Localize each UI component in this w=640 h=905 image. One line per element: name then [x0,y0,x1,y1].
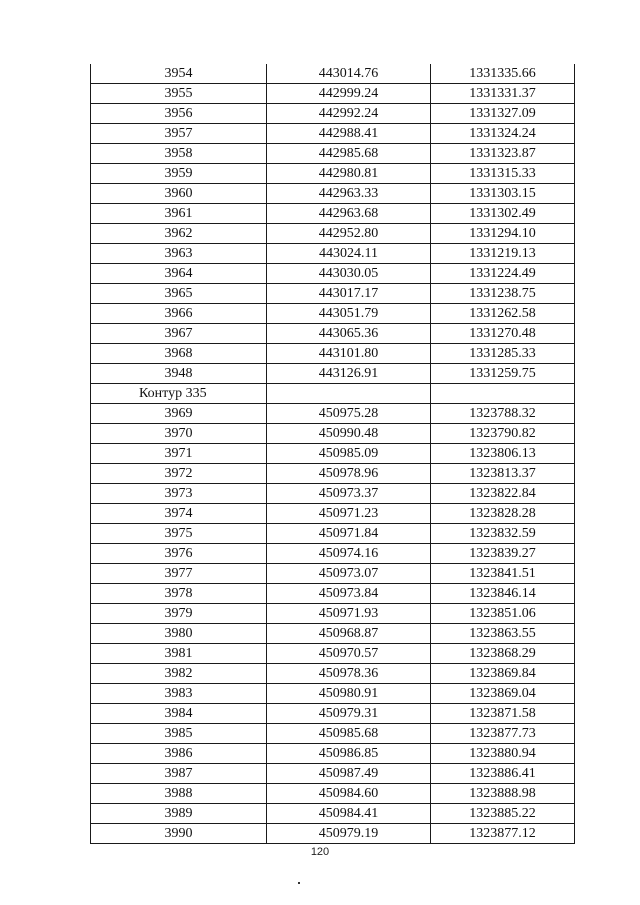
point-id-cell: 3985 [91,724,267,744]
y-coordinate-cell: 1331323.87 [431,144,575,164]
point-id-cell: 3981 [91,644,267,664]
x-coordinate-cell: 450973.37 [267,484,431,504]
y-coordinate-cell: 1323877.12 [431,824,575,844]
table-row [91,664,575,684]
point-id-cell: 3989 [91,804,267,824]
y-coordinate-cell: 1331331.37 [431,84,575,104]
y-coordinate-cell: 1331315.33 [431,164,575,184]
x-coordinate-cell: 450978.36 [267,664,431,684]
table-row [91,784,575,804]
x-coordinate-cell: 442980.81 [267,164,431,184]
x-coordinate-cell: 442992.24 [267,104,431,124]
x-coordinate-cell: 443030.05 [267,264,431,284]
point-id-cell: 3973 [91,484,267,504]
y-coordinate-cell: 1323790.82 [431,424,575,444]
table-row [91,324,575,344]
x-coordinate-cell: 443101.80 [267,344,431,364]
y-coordinate-cell: 1331219.13 [431,244,575,264]
x-coordinate-cell: 443051.79 [267,304,431,324]
y-coordinate-cell: 1323851.06 [431,604,575,624]
point-id-cell: 3976 [91,544,267,564]
table-row [91,204,575,224]
point-id-cell: 3974 [91,504,267,524]
point-id-cell: 3965 [91,284,267,304]
x-coordinate-cell: 450970.57 [267,644,431,664]
point-id-cell: 3963 [91,244,267,264]
x-coordinate-cell: 450990.48 [267,424,431,444]
x-coordinate-cell: 450975.28 [267,404,431,424]
x-coordinate-cell: 450979.31 [267,704,431,724]
table-row [91,144,575,164]
table-row [91,404,575,424]
y-coordinate-cell: 1323869.84 [431,664,575,684]
table-row [91,164,575,184]
point-id-cell: 3972 [91,464,267,484]
section-row [91,384,575,404]
table-row [91,444,575,464]
y-coordinate-cell: 1323888.98 [431,784,575,804]
y-coordinate-cell: 1323828.28 [431,504,575,524]
x-coordinate-cell: 450978.96 [267,464,431,484]
x-coordinate-cell: 450984.60 [267,784,431,804]
x-coordinate-cell: 450968.87 [267,624,431,644]
point-id-cell: 3954 [91,64,267,84]
table-row [91,284,575,304]
x-coordinate-cell: 450985.09 [267,444,431,464]
point-id-cell: 3955 [91,84,267,104]
point-id-cell: 3988 [91,784,267,804]
x-coordinate-cell: 442963.33 [267,184,431,204]
table-row [91,704,575,724]
point-id-cell: 3948 [91,364,267,384]
page-mark [298,882,300,884]
y-coordinate-cell: 1331238.75 [431,284,575,304]
x-coordinate-cell: 443065.36 [267,324,431,344]
y-coordinate-cell: 1323863.55 [431,624,575,644]
x-coordinate-cell: 450984.41 [267,804,431,824]
table-row [91,184,575,204]
y-coordinate-cell: 1323880.94 [431,744,575,764]
y-coordinate-cell: 1323813.37 [431,464,575,484]
table-row [91,124,575,144]
section-x-cell [267,384,431,404]
table-row [91,504,575,524]
table-row [91,484,575,504]
x-coordinate-cell: 442963.68 [267,204,431,224]
table-row [91,64,575,84]
point-id-cell: 3984 [91,704,267,724]
table-row [91,744,575,764]
point-id-cell: 3970 [91,424,267,444]
x-coordinate-cell: 442952.80 [267,224,431,244]
x-coordinate-cell: 450987.49 [267,764,431,784]
coordinates-table [90,64,575,844]
point-id-cell: 3983 [91,684,267,704]
table-row [91,424,575,444]
x-coordinate-cell: 443017.17 [267,284,431,304]
table-row [91,464,575,484]
y-coordinate-cell: 1331335.66 [431,64,575,84]
x-coordinate-cell: 450985.68 [267,724,431,744]
table-row [91,104,575,124]
table-row [91,564,575,584]
x-coordinate-cell: 450971.93 [267,604,431,624]
x-coordinate-cell: 450973.84 [267,584,431,604]
y-coordinate-cell: 1323885.22 [431,804,575,824]
point-id-cell: 3971 [91,444,267,464]
coordinates-table-body [91,64,575,844]
y-coordinate-cell: 1323822.84 [431,484,575,504]
point-id-cell: 3961 [91,204,267,224]
point-id-cell: 3986 [91,744,267,764]
y-coordinate-cell: 1331294.10 [431,224,575,244]
x-coordinate-cell: 443024.11 [267,244,431,264]
table-row [91,684,575,704]
page-number: 120 [310,846,330,858]
x-coordinate-cell: 442999.24 [267,84,431,104]
table-row [91,584,575,604]
point-id-cell: 3968 [91,344,267,364]
y-coordinate-cell: 1323841.51 [431,564,575,584]
table-row [91,544,575,564]
table-row [91,84,575,104]
y-coordinate-cell: 1323869.04 [431,684,575,704]
point-id-cell: 3966 [91,304,267,324]
section-label: Контур 335 [91,384,267,404]
point-id-cell: 3975 [91,524,267,544]
table-row [91,644,575,664]
point-id-cell: 3964 [91,264,267,284]
y-coordinate-cell: 1331259.75 [431,364,575,384]
point-id-cell: 3960 [91,184,267,204]
y-coordinate-cell: 1323846.14 [431,584,575,604]
point-id-cell: 3962 [91,224,267,244]
table-row [91,624,575,644]
y-coordinate-cell: 1331262.58 [431,304,575,324]
x-coordinate-cell: 443126.91 [267,364,431,384]
x-coordinate-cell: 450986.85 [267,744,431,764]
y-coordinate-cell: 1331285.33 [431,344,575,364]
point-id-cell: 3982 [91,664,267,684]
point-id-cell: 3977 [91,564,267,584]
y-coordinate-cell: 1331224.49 [431,264,575,284]
point-id-cell: 3959 [91,164,267,184]
y-coordinate-cell: 1331324.24 [431,124,575,144]
table-row [91,304,575,324]
y-coordinate-cell: 1323868.29 [431,644,575,664]
x-coordinate-cell: 450973.07 [267,564,431,584]
point-id-cell: 3969 [91,404,267,424]
point-id-cell: 3978 [91,584,267,604]
y-coordinate-cell: 1331270.48 [431,324,575,344]
section-y-cell [431,384,575,404]
table-row [91,264,575,284]
point-id-cell: 3987 [91,764,267,784]
table-row [91,604,575,624]
y-coordinate-cell: 1331303.15 [431,184,575,204]
y-coordinate-cell: 1331302.49 [431,204,575,224]
point-id-cell: 3958 [91,144,267,164]
y-coordinate-cell: 1323806.13 [431,444,575,464]
point-id-cell: 3979 [91,604,267,624]
table-row [91,824,575,844]
y-coordinate-cell: 1323832.59 [431,524,575,544]
x-coordinate-cell: 450980.91 [267,684,431,704]
y-coordinate-cell: 1323871.58 [431,704,575,724]
x-coordinate-cell: 442985.68 [267,144,431,164]
point-id-cell: 3957 [91,124,267,144]
x-coordinate-cell: 442988.41 [267,124,431,144]
point-id-cell: 3990 [91,824,267,844]
x-coordinate-cell: 450971.23 [267,504,431,524]
table-row [91,764,575,784]
y-coordinate-cell: 1331327.09 [431,104,575,124]
point-id-cell: 3980 [91,624,267,644]
y-coordinate-cell: 1323788.32 [431,404,575,424]
x-coordinate-cell: 450979.19 [267,824,431,844]
table-row [91,724,575,744]
x-coordinate-cell: 450974.16 [267,544,431,564]
y-coordinate-cell: 1323839.27 [431,544,575,564]
x-coordinate-cell: 450971.84 [267,524,431,544]
point-id-cell: 3967 [91,324,267,344]
table-row [91,364,575,384]
table-row [91,224,575,244]
x-coordinate-cell: 443014.76 [267,64,431,84]
table-row [91,524,575,544]
table-row [91,344,575,364]
point-id-cell: 3956 [91,104,267,124]
y-coordinate-cell: 1323886.41 [431,764,575,784]
y-coordinate-cell: 1323877.73 [431,724,575,744]
table-row [91,804,575,824]
table-row [91,244,575,264]
